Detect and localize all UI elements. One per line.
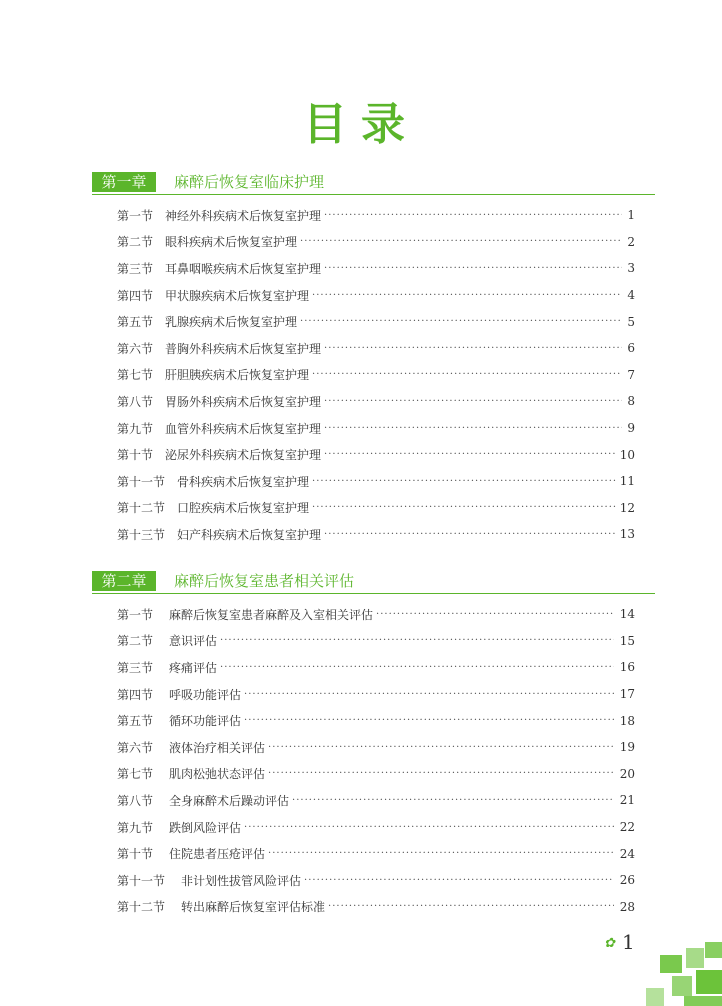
toc-entry[interactable] (117, 202, 635, 229)
toc-entry[interactable] (117, 388, 635, 415)
page-number: 20 (619, 766, 635, 781)
page-number: 1 (627, 208, 635, 223)
dot-leader (324, 343, 622, 354)
toc-entry[interactable] (117, 707, 635, 734)
toc-entry[interactable] (117, 495, 635, 522)
page-number: 12 (619, 500, 635, 515)
page-number: 16 (619, 660, 635, 675)
section-number: 第六节 (117, 341, 154, 356)
dot-leader (220, 662, 614, 673)
section-title: 住院患者压疮评估 (169, 847, 266, 862)
dot-leader (324, 263, 622, 274)
page-title: 目录 (303, 99, 419, 150)
section-title: 耳鼻咽喉疾病术后恢复室护理 (165, 261, 322, 276)
page-number: 22 (619, 820, 635, 835)
page-number: 15 (619, 633, 635, 648)
section-number: 第六节 (117, 740, 154, 755)
section-title: 肌肉松弛状态评估 (169, 767, 266, 782)
section-title: 血管外科疾病术后恢复室护理 (165, 421, 322, 436)
dot-leader (268, 742, 614, 753)
section-number: 第八节 (117, 394, 154, 409)
section-number: 第八节 (117, 793, 154, 808)
page-number: 4 (627, 288, 635, 303)
toc-entry[interactable] (117, 521, 635, 548)
toc-entry[interactable] (117, 468, 635, 495)
dot-leader (304, 875, 614, 886)
toc-entry[interactable] (117, 229, 635, 256)
dot-leader (292, 795, 614, 806)
page-number: 3 (627, 261, 635, 276)
section-title: 甲状腺疾病术后恢复室护理 (165, 288, 310, 303)
page-number: 11 (619, 474, 635, 489)
section-title: 跌倒风险评估 (169, 820, 242, 835)
section-title: 全身麻醉术后躁动评估 (169, 793, 290, 808)
toc-list-chapter-1 (117, 202, 635, 548)
dot-leader (376, 609, 614, 620)
section-number: 第十三节 (117, 527, 166, 542)
page-number: 21 (619, 793, 635, 808)
toc-entry[interactable] (117, 787, 635, 814)
section-title: 口腔疾病术后恢复室护理 (177, 501, 310, 516)
section-title: 神经外科疾病术后恢复室护理 (165, 208, 322, 223)
dot-leader (324, 449, 617, 460)
section-number: 第二节 (117, 235, 154, 250)
page-number: 17 (619, 687, 635, 702)
section-number: 第九节 (117, 421, 154, 436)
page-number: 7 (627, 367, 635, 382)
dot-leader (244, 822, 614, 833)
dot-leader (324, 529, 617, 540)
toc-list-chapter-2 (117, 601, 635, 920)
section-number: 第五节 (117, 315, 154, 330)
page-number: 19 (619, 740, 635, 755)
toc-entry[interactable] (117, 734, 635, 761)
dot-leader (328, 901, 614, 912)
page-number: 8 (627, 394, 635, 409)
page-number: 28 (619, 899, 635, 914)
dot-leader (268, 768, 614, 779)
section-title: 麻醉后恢复室患者麻醉及入室相关评估 (169, 607, 374, 622)
section-number: 第一节 (117, 607, 154, 622)
page-number: 10 (619, 447, 635, 462)
section-number: 第四节 (117, 687, 154, 702)
dot-leader (312, 502, 617, 513)
toc-entry[interactable] (117, 681, 635, 708)
section-number: 第五节 (117, 714, 154, 729)
section-number: 第十节 (117, 448, 154, 463)
dot-leader (268, 848, 614, 859)
section-number: 第十二节 (117, 900, 166, 915)
dot-leader (244, 689, 614, 700)
toc-entry[interactable] (117, 840, 635, 867)
section-number: 第一节 (117, 208, 154, 223)
section-number: 第七节 (117, 767, 154, 782)
page-number: 6 (627, 341, 635, 356)
section-title: 循环功能评估 (169, 714, 242, 729)
section-number: 第三节 (117, 660, 154, 675)
toc-entry[interactable] (117, 362, 635, 389)
toc-entry[interactable] (117, 308, 635, 335)
chapter-header (92, 172, 655, 195)
section-title: 非计划性拔管风险评估 (181, 873, 302, 888)
section-number: 第十节 (117, 847, 154, 862)
section-title: 骨科疾病术后恢复室护理 (177, 474, 310, 489)
chapter-number: 第一章 (92, 172, 156, 192)
section-title: 肝胆胰疾病术后恢复室护理 (165, 368, 310, 383)
chapter-header (92, 571, 655, 594)
page-number: 14 (619, 607, 635, 622)
section-number: 第二节 (117, 634, 154, 649)
page-number: 9 (627, 421, 635, 436)
dot-leader (220, 635, 614, 646)
toc-entry[interactable] (117, 255, 635, 282)
toc-entry[interactable] (117, 335, 635, 362)
toc-entry[interactable] (117, 867, 635, 894)
toc-entry[interactable] (117, 654, 635, 681)
chapter-number: 第二章 (92, 571, 156, 591)
section-title: 意识评估 (169, 634, 218, 649)
section-number: 第十一节 (117, 474, 166, 489)
page-number: 18 (619, 713, 635, 728)
page-number: 26 (619, 873, 635, 888)
section-title: 液体治疗相关评估 (169, 740, 266, 755)
section-title: 转出麻醉后恢复室评估标准 (181, 900, 326, 915)
page-number: 2 (627, 234, 635, 249)
section-title: 胃肠外科疾病术后恢复室护理 (165, 394, 322, 409)
dot-leader (312, 369, 622, 380)
toc-entry[interactable] (117, 761, 635, 788)
section-number: 第四节 (117, 288, 154, 303)
toc-entry[interactable] (117, 441, 635, 468)
section-number: 第十二节 (117, 501, 166, 516)
section-title: 普胸外科疾病术后恢复室护理 (165, 341, 322, 356)
section-title: 疼痛评估 (169, 660, 218, 675)
section-title: 呼吸功能评估 (169, 687, 242, 702)
section-number: 第三节 (117, 261, 154, 276)
dot-leader (300, 316, 622, 327)
chapter-title: 麻醉后恢复室患者相关评估 (174, 572, 355, 590)
section-title: 眼科疾病术后恢复室护理 (165, 235, 298, 250)
dot-leader (300, 236, 622, 247)
section-title: 妇产科疾病术后恢复室护理 (177, 527, 322, 542)
toc-entry[interactable] (117, 282, 635, 309)
section-title: 乳腺疾病术后恢复室护理 (165, 315, 298, 330)
toc-entry[interactable] (117, 628, 635, 655)
dot-leader (312, 476, 617, 487)
toc-entry[interactable] (117, 894, 635, 921)
footer-page-number: 1 (622, 930, 635, 954)
section-number: 第七节 (117, 368, 154, 383)
toc-entry[interactable] (117, 415, 635, 442)
page-ornament-icon: ✿ (604, 936, 615, 951)
toc-entry[interactable] (117, 601, 635, 628)
dot-leader (244, 715, 614, 726)
section-number: 第九节 (117, 820, 154, 835)
page-number: 13 (619, 527, 635, 542)
dot-leader (324, 396, 622, 407)
section-title: 泌尿外科疾病术后恢复室护理 (165, 448, 322, 463)
dot-leader (324, 423, 622, 434)
chapter-title: 麻醉后恢复室临床护理 (174, 173, 325, 191)
page-number: 5 (627, 314, 635, 329)
toc-entry[interactable] (117, 814, 635, 841)
section-number: 第十一节 (117, 873, 166, 888)
page-number: 24 (619, 846, 635, 861)
dot-leader (324, 210, 622, 221)
dot-leader (312, 290, 622, 301)
